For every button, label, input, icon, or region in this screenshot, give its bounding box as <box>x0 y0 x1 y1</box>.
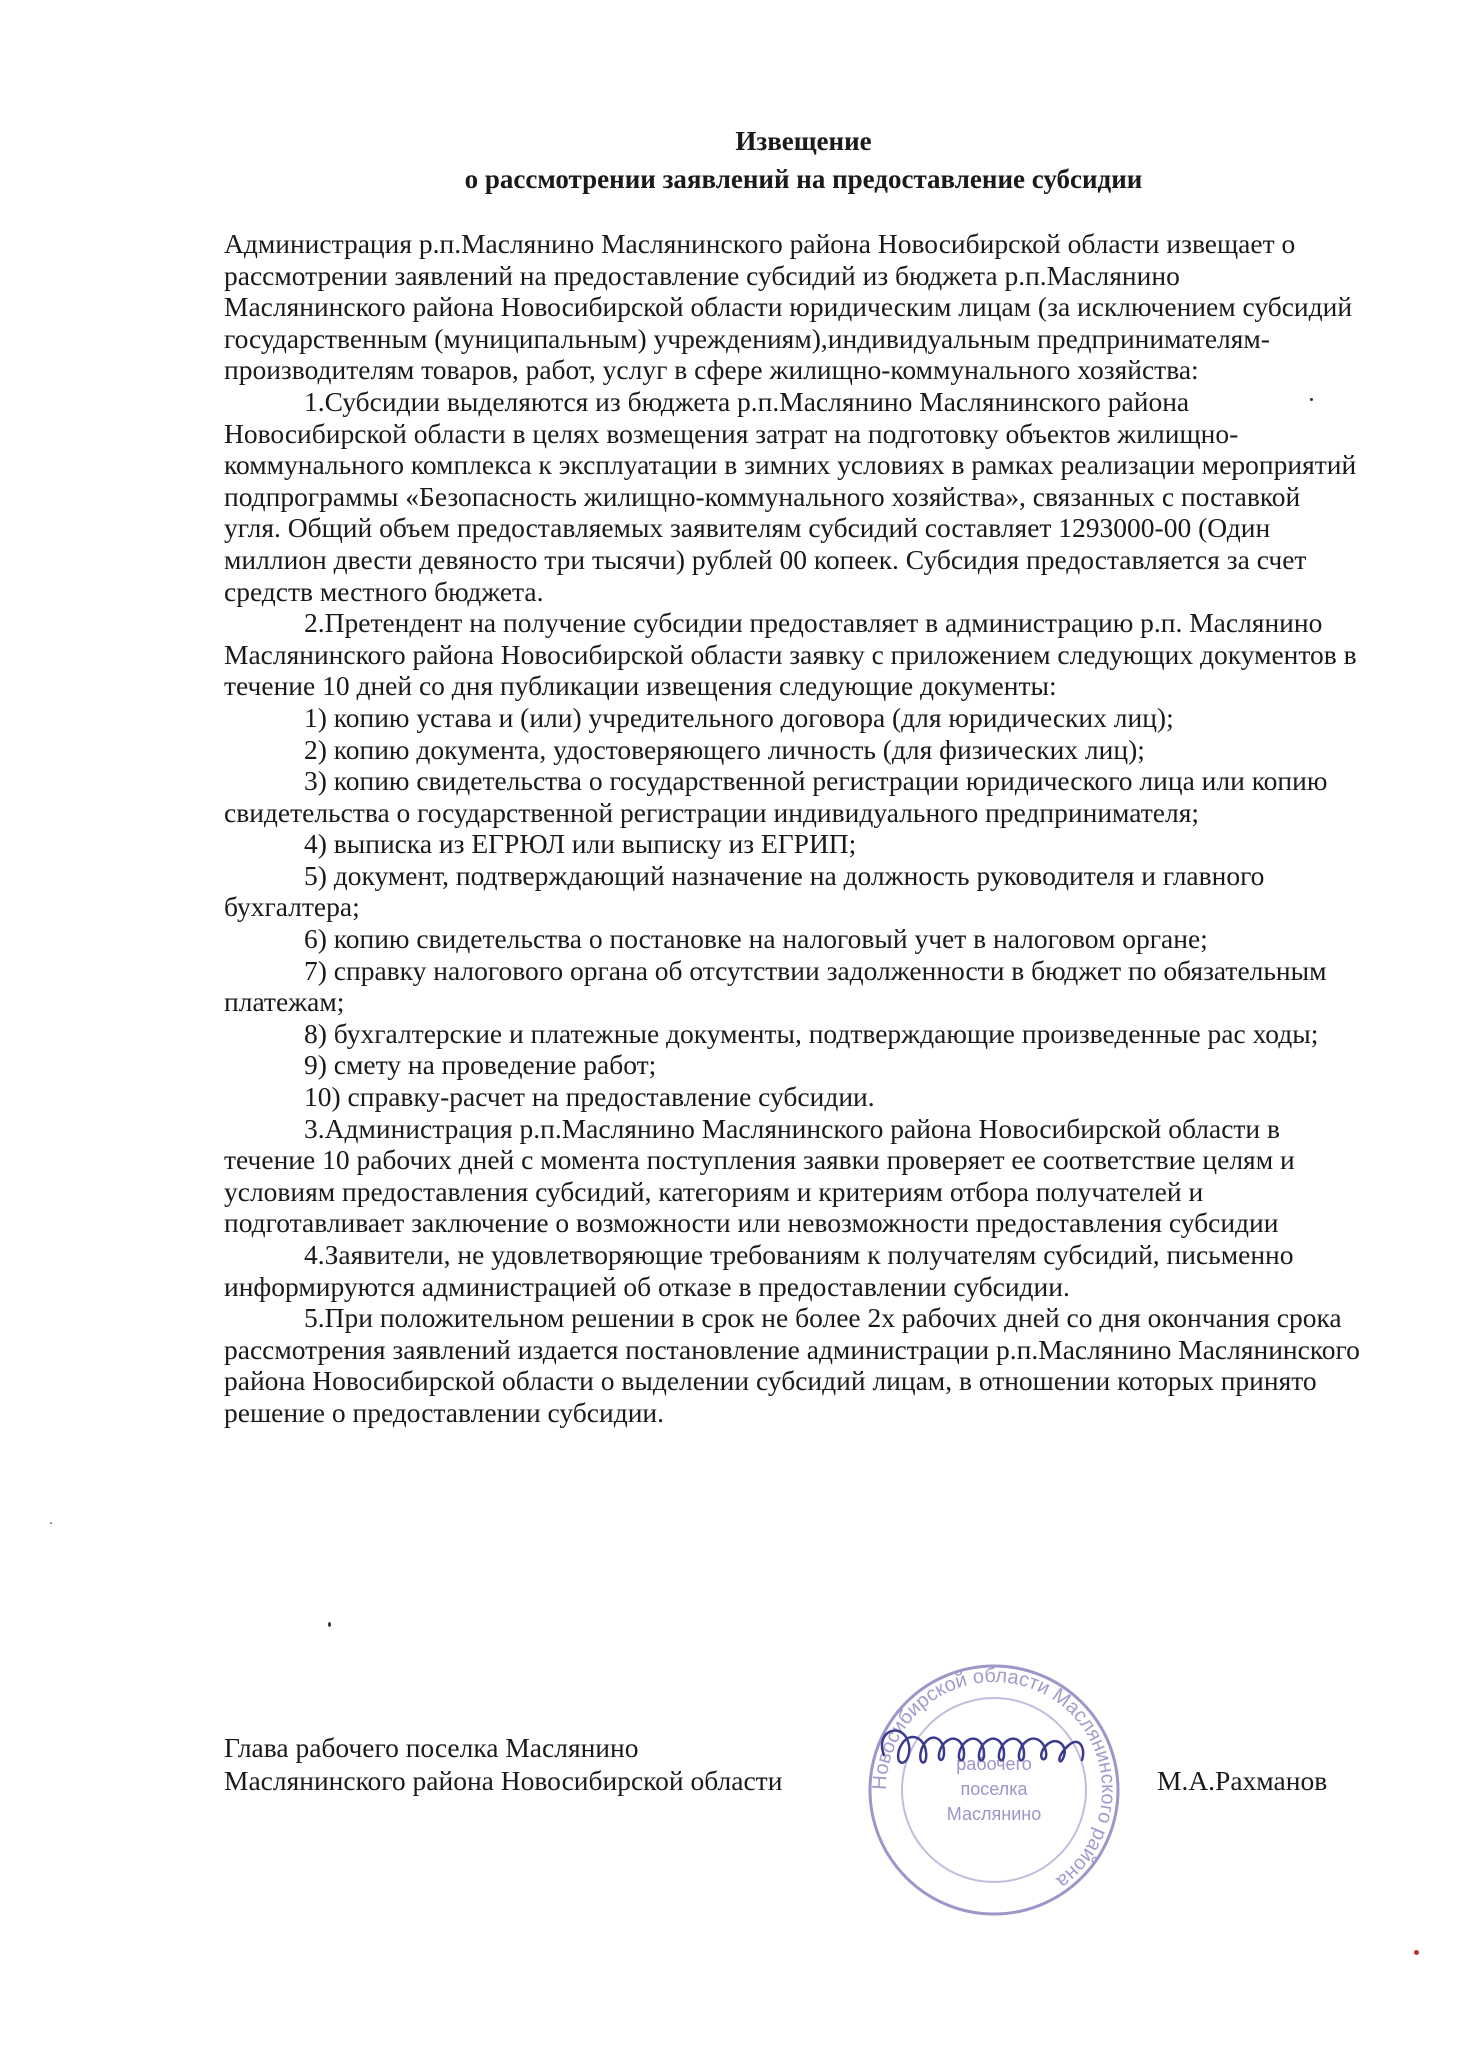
point-1-paragraph: 1.Субсидии выделяются из бюджета р.п.Маслянино Маслянинского района Новосибирской области в целях возмещения затрат на подготовку объектов жилищно-коммунального комплекса к эксплуатации в зимних условиях в рамках реализации мероприятий подпрограммы «Безопасность жилищно-коммунального хозяйства», связанных с поставкой угля. Общий объем предоставляемых заявителям субсидий составляет 1293000-00 (Один миллион двести девяносто три тысячи) рублей 00 копеек. Субсидия предоставляется за счет средств местного бюджета. <box>224 385 1357 607</box>
scan-speck <box>1310 398 1313 401</box>
document-list-item: 5) документ, подтверждающий назначение на должность руководителя и главного бухгалтера; <box>224 859 1265 923</box>
document-list-item: 10) справку-расчет на предоставление субсидии. <box>304 1081 875 1113</box>
point-4-paragraph: 4.Заявители, не удовлетворяющие требованиям к получателям субсидий, письменно информируются администрацией об отказе в предоставлении субсидии. <box>224 1239 1294 1302</box>
point-3-paragraph: 3.Администрация р.п.Маслянино Маслянинского района Новосибирской области в течение 10 рабочих дней с момента поступления заявки проверяет ее соответствие целям и условиям предоставления субсидий, категориям и критериям отбора получателей и подготавливает заключение о возможности или невозможности предоставления субсидии <box>224 1112 1295 1239</box>
document-list-item: 7) справку налогового органа об отсутствии задолженности в бюджет по обязательным платежам; <box>224 954 1327 1018</box>
signature-position-line-1: Глава рабочего поселка Маслянино <box>224 1732 639 1763</box>
stamp-line-2: поселка <box>960 1779 1028 1799</box>
signature-position <box>224 1731 782 1797</box>
official-stamp <box>864 1660 1124 1920</box>
document-header <box>0 122 1457 198</box>
document-list-item: 2) копию документа, удостоверяющего личность (для физических лиц); <box>304 733 1145 765</box>
point-2-paragraph: 2.Претендент на получение субсидии предоставляет в администрацию р.п. Маслянино Маслянинского района Новосибирской области заявку с приложением следующих документов в течение 10 дней со дня публикации извещения следующие документы: <box>224 607 1357 702</box>
intro-paragraph: Администрация р.п.Маслянино Маслянинского района Новосибирской области извещает о рассмотрении заявлений на предоставление субсидий из бюджета р.п.Маслянино Маслянинского района Новосибирской области юридическим лицам (за исключением субсидий государственным (муниципальным) учреждениям),индивидуальным предпринимателям-производителям товаров, работ, услуг в сфере жилищно-коммунального хозяйства: <box>224 228 1353 386</box>
document-subtitle: о рассмотрении заявлений на предоставление субсидии <box>464 164 1143 194</box>
document-list-item: 9) смету на проведение работ; <box>304 1049 657 1081</box>
document-list-item: 3) копию свидетельства о государственной регистрации юридического лица или копию свидетельства о государственной регистрации индивидуального предпринимателя; <box>224 765 1328 828</box>
document-body <box>224 228 1364 1429</box>
scan-speck <box>328 1622 331 1627</box>
signature-position-line-2: Маслянинского района Новосибирской области <box>224 1765 783 1796</box>
stamp-outer-text: Новосибирской области Маслянинского района <box>868 1664 1120 1893</box>
stamp-line-3: Маслянино <box>946 1804 1042 1824</box>
document-list-item: 4) выписка из ЕГРЮЛ или выписку из ЕГРИП; <box>304 828 857 860</box>
document-list-item: 6) копию свидетельства о постановке на налоговый учет в налоговом органе; <box>304 923 1208 955</box>
document-list-item: 8) бухгалтерские и платежные документы, подтверждающие произведенные рас ходы; <box>304 1017 1319 1049</box>
stamp-line-1: рабочего <box>956 1754 1032 1774</box>
document-list-item: 1) копию устава и (или) учредительного договора (для юридических лиц); <box>304 701 1174 733</box>
scan-speck <box>1414 1950 1419 1955</box>
point-5-paragraph: 5.При положительном решении в срок не более 2х рабочих дней со дня окончания срока рассмотрения заявлений издается постановление администрации р.п.Маслянино Маслянинского района Новосибирской области о выделении субсидий лицам, в отношении которых принято решение о предоставлении субсидии. <box>224 1302 1360 1428</box>
scan-speck <box>50 1522 52 1524</box>
signatory-name: М.А.Рахманов <box>1157 1765 1328 1796</box>
document-title: Извещение <box>735 126 872 156</box>
